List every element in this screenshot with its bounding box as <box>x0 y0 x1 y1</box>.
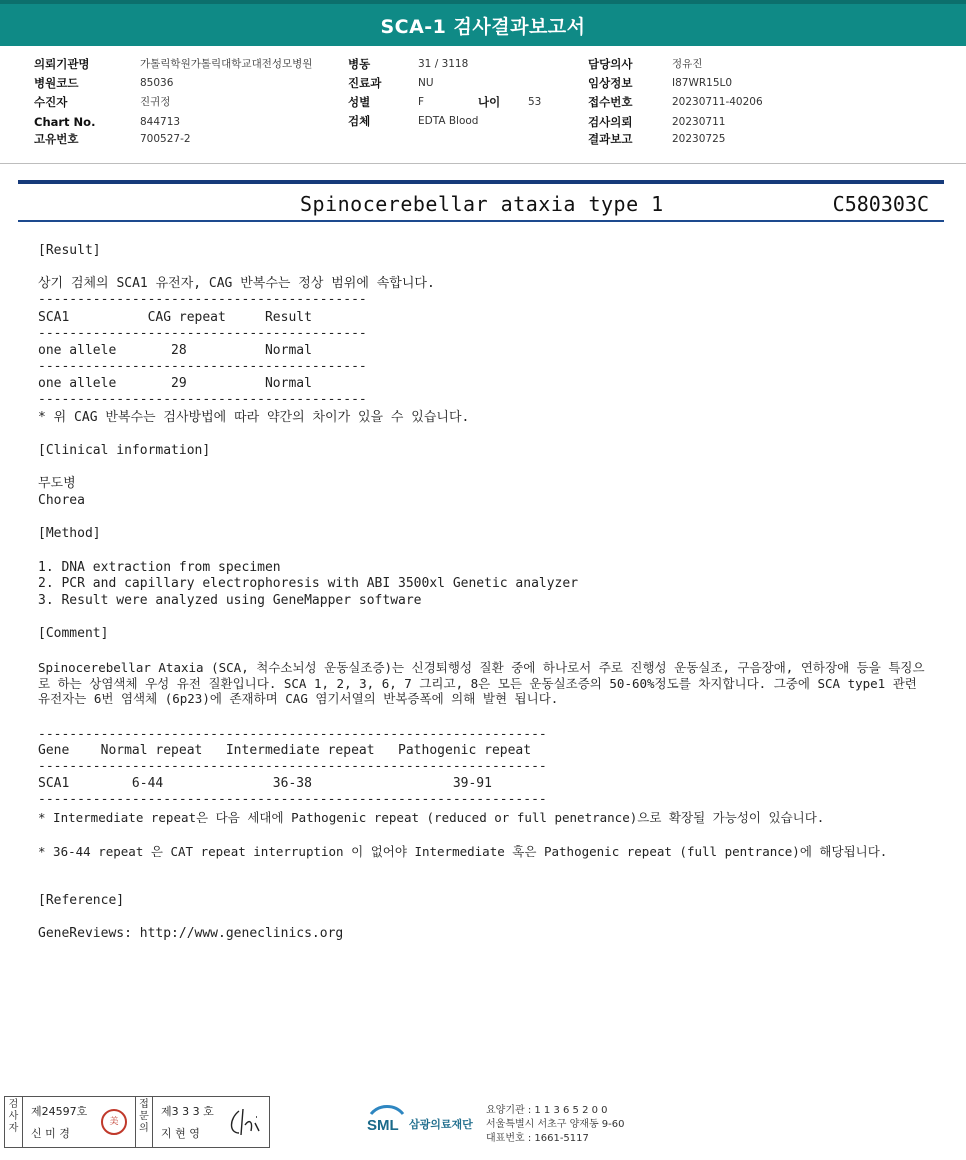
hospital-code-label: 병원코드 <box>34 76 79 90</box>
org-address: 서울특별시 서초구 양재동 9-60 <box>486 1119 625 1130</box>
title-bar <box>0 0 966 46</box>
result-note: * 위 CAG 반복수는 검사방법에 따라 약간의 차이가 있을 수 있습니다. <box>38 410 470 425</box>
confirm-name: 지 현 영 <box>161 1127 200 1140</box>
patient-label: 수진자 <box>34 95 68 109</box>
reference-heading: [Reference] <box>38 893 125 908</box>
report-date-value: 20230725 <box>672 133 726 145</box>
range-separator: ----------------------------------------------------------------- <box>38 759 547 774</box>
note-line: * Intermediate repeat은 다음 세대에 Pathogenic repeat (reduced or full penetrance)으로 확장될 가능성이 있습니다. <box>38 810 825 825</box>
method-heading: [Method] <box>38 526 101 541</box>
handwritten-signature <box>225 1105 265 1141</box>
test-code: C580303C <box>832 192 929 216</box>
inspector-label: 검사자 <box>5 1097 23 1147</box>
confirm-label: 접문의 <box>135 1097 153 1147</box>
org-address-block <box>486 1104 625 1146</box>
age-label: 나이 <box>478 95 501 109</box>
section-rule-thick <box>18 180 944 184</box>
unique-value: 700527-2 <box>140 133 191 145</box>
clinical-line: 무도병 <box>38 476 76 491</box>
receipt-value: 20230711-40206 <box>672 96 763 108</box>
institution-value: 가톨릭학원가톨릭대학교대전성모병원 <box>140 58 313 70</box>
result-text: 상기 검체의 SCA1 유전자, CAG 반복수는 정상 범위에 속합니다. <box>38 276 435 291</box>
report-title: SCA-1 검사결과보고서 <box>380 16 586 38</box>
specimen-value: EDTA Blood <box>418 115 479 127</box>
chart-value: 844713 <box>140 116 181 128</box>
inspector-name: 신 미 경 <box>31 1127 70 1140</box>
request-date-value: 20230711 <box>672 116 726 128</box>
chart-label: Chart No. <box>34 115 96 129</box>
footer <box>0 1090 966 1160</box>
sex-value: F <box>418 96 425 108</box>
method-step: 3. Result were analyzed using GeneMapper software <box>38 593 422 608</box>
sml-logo-icon <box>365 1102 407 1136</box>
comment-heading: [Comment] <box>38 626 109 641</box>
institution-label: 의뢰기관명 <box>34 57 90 71</box>
dept-label: 진료과 <box>348 76 382 90</box>
section-rule-thin <box>18 220 944 222</box>
comment-text: Spinocerebellar Ataxia (SCA, 척수소뇌성 운동실조증)는 신경퇴행성 질환 중에 하나로서 주로 진행성 운동실조, 구음장애, 연하장애 등을 특징으로 하는 상염색체 우성 유전 질환입니다. SCA 1, 2, 3, 6, 7 그리고, 8은 모든 운동실조증의 50-60%정도를 차지합니다. 그중에 SCA type1 관련 유전자는 6번 염색체 (6p23)에 존재하며 CAG 염기서열의 반복증폭에 의해 발현 됩니다. <box>38 660 925 706</box>
unique-label: 고유번호 <box>34 132 79 146</box>
result-heading: [Result] <box>38 243 101 258</box>
sex-label: 성별 <box>348 95 371 109</box>
signature-box <box>4 1096 270 1148</box>
clinical-heading: [Clinical information] <box>38 443 211 458</box>
logo-text: SML <box>367 1117 399 1134</box>
inspector-number: 제24597호 <box>31 1105 88 1118</box>
receipt-label: 접수번호 <box>588 95 633 109</box>
age-value: 53 <box>528 96 542 108</box>
specimen-label: 검체 <box>348 114 371 128</box>
range-table-header: Gene Normal repeat Intermediate repeat Pathogenic repeat <box>38 743 532 758</box>
result-row: one allele 28 Normal <box>38 343 312 358</box>
patient-value: 진귀정 <box>140 96 171 108</box>
test-name: Spinocerebellar ataxia type 1 <box>300 192 664 216</box>
result-separator: ------------------------------------------ <box>38 292 367 307</box>
org-name: 삼광의료재단 <box>409 1118 473 1131</box>
org-code: 요양기관 : 1 1 3 6 5 2 0 0 <box>486 1105 608 1116</box>
method-step: 1. DNA extraction from specimen <box>38 560 281 575</box>
request-date-label: 검사의뢰 <box>588 115 633 129</box>
range-table-row: SCA1 6-44 36-38 39-91 <box>38 776 492 791</box>
clinical-info-label: 임상정보 <box>588 76 633 90</box>
range-separator: ----------------------------------------------------------------- <box>38 727 547 742</box>
hospital-code-value: 85036 <box>140 77 174 89</box>
result-separator: ------------------------------------------ <box>38 359 367 374</box>
result-separator: ------------------------------------------ <box>38 392 367 407</box>
result-separator: ------------------------------------------ <box>38 326 367 341</box>
doctor-label: 담당의사 <box>588 57 633 71</box>
ward-value: 31 / 3118 <box>418 58 469 70</box>
org-phone: 대표번호 : 1661-5117 <box>486 1133 589 1144</box>
report-date-label: 결과보고 <box>588 132 633 146</box>
doctor-value: 정유진 <box>672 58 703 70</box>
result-row: one allele 29 Normal <box>38 376 312 391</box>
note-line: * 36-44 repeat 은 CAT repeat interruption 이 없어야 Intermediate 혹은 Pathogenic repeat (full pentrance)에 해당됩니다. <box>38 844 888 859</box>
method-step: 2. PCR and capillary electrophoresis with ABI 3500xl Genetic analyzer <box>38 576 579 591</box>
result-table-header: SCA1 CAG repeat Result <box>38 310 312 325</box>
ward-label: 병동 <box>348 57 371 71</box>
inspector-seal-stamp: 美 <box>101 1109 127 1135</box>
patient-info-header <box>0 48 966 164</box>
reference-link[interactable]: GeneReviews: http://www.geneclinics.org <box>38 926 344 941</box>
clinical-line: Chorea <box>38 493 85 508</box>
range-separator: ----------------------------------------------------------------- <box>38 792 547 807</box>
clinical-info-value: I87WR15L0 <box>672 77 733 89</box>
dept-value: NU <box>418 77 434 89</box>
confirm-number: 제3 3 3 호 <box>161 1105 214 1118</box>
